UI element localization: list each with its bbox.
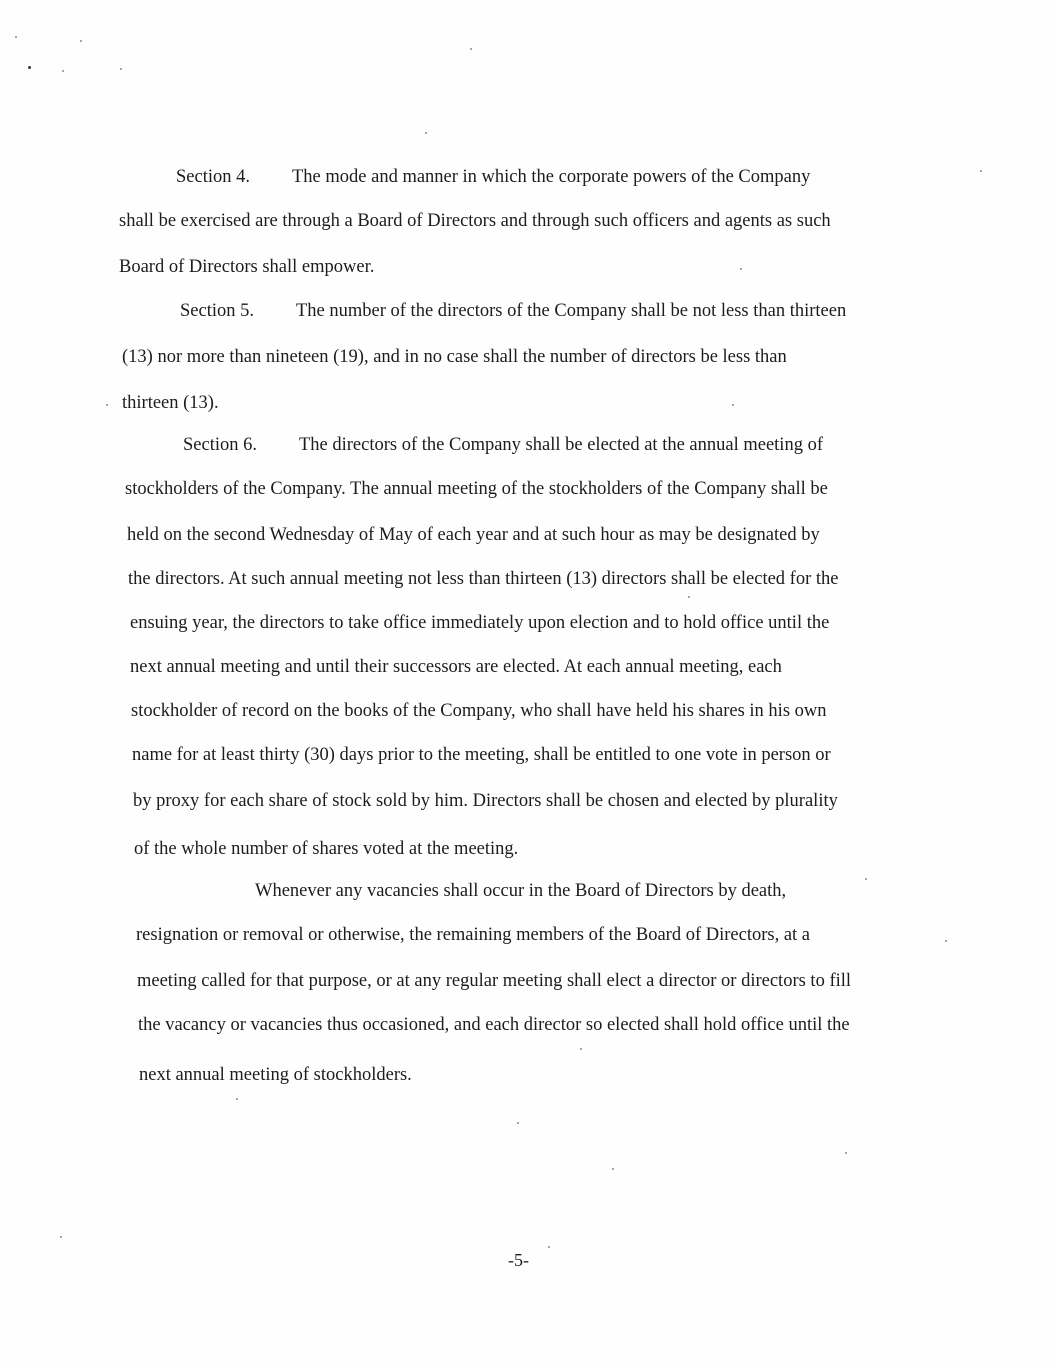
section-6-line: stockholders of the Company. The annual meeting of the stockholders of the Company shall be: [125, 479, 828, 499]
scan-speck: [120, 68, 122, 70]
scan-speck: [865, 878, 867, 880]
section-4-text: The mode and manner in which the corporate powers of the Company: [292, 167, 811, 187]
scan-speck: [740, 268, 742, 270]
section-6-line: held on the second Wednesday of May of each year and at such hour as may be designated by: [127, 525, 820, 545]
scan-speck: [470, 48, 472, 50]
scan-speck: [580, 1048, 582, 1050]
scan-speck: [60, 1236, 62, 1238]
section-6-line: next annual meeting and until their successors are elected. At each annual meeting, each: [130, 657, 782, 677]
scan-speck: [517, 1122, 519, 1124]
section-5-line: thirteen (13).: [122, 393, 219, 413]
scan-speck: [548, 1246, 550, 1248]
section-5-first-line: [180, 300, 846, 322]
vacancies-line: meeting called for that purpose, or at any regular meeting shall elect a director or directors to fill: [137, 971, 852, 991]
section-5-label: Section 5.: [180, 301, 254, 321]
vacancies-line: Whenever any vacancies shall occur in the Board of Directors by death,: [255, 881, 787, 901]
section-6-line: of the whole number of shares voted at the meeting.: [134, 839, 519, 859]
section-4-line: shall be exercised are through a Board of Directors and through such officers and agents as such: [119, 211, 831, 231]
section-5-line: (13) nor more than nineteen (19), and in no case shall the number of directors be less than: [122, 347, 787, 367]
scan-speck: [15, 36, 17, 38]
section-6-label: Section 6.: [183, 435, 257, 455]
scan-speck: [688, 596, 690, 598]
vacancies-line: next annual meeting of stockholders.: [139, 1065, 412, 1085]
scan-speck: [845, 1152, 847, 1154]
section-4-label: Section 4.: [176, 167, 250, 187]
scan-speck: [612, 1168, 614, 1170]
vacancies-line: resignation or removal or otherwise, the remaining members of the Board of Directors, at a: [136, 925, 811, 945]
page-number: -5-: [508, 1250, 529, 1270]
scan-speck: [732, 404, 734, 406]
section-6-line: ensuing year, the directors to take office immediately upon election and to hold office until the: [130, 613, 830, 633]
section-6-line: by proxy for each share of stock sold by him. Directors shall be chosen and elected by plurality: [133, 791, 838, 811]
section-6-line: stockholder of record on the books of the Company, who shall have held his shares in his own: [131, 701, 827, 721]
scan-speck: [28, 66, 31, 69]
section-6-text: The directors of the Company shall be elected at the annual meeting of: [299, 435, 823, 455]
vacancies-line: the vacancy or vacancies thus occasioned, and each director so elected shall hold office until the: [138, 1015, 850, 1035]
scan-speck: [80, 40, 82, 42]
scan-speck: [236, 1098, 238, 1100]
section-6-first-line: [183, 434, 823, 456]
scan-speck: [980, 170, 982, 172]
section-6-line: the directors. At such annual meeting not less than thirteen (13) directors shall be elected for the: [128, 569, 839, 589]
section-6-line: name for at least thirty (30) days prior to the meeting, shall be entitled to one vote in person or: [132, 745, 831, 765]
scan-speck: [106, 404, 108, 406]
section-4-first-line: [176, 166, 810, 188]
scan-speck: [425, 132, 427, 134]
scan-speck: [62, 70, 64, 72]
scan-speck: [945, 940, 947, 942]
section-4-line: Board of Directors shall empower.: [119, 257, 375, 277]
section-5-text: The number of the directors of the Company shall be not less than thirteen: [296, 301, 847, 321]
